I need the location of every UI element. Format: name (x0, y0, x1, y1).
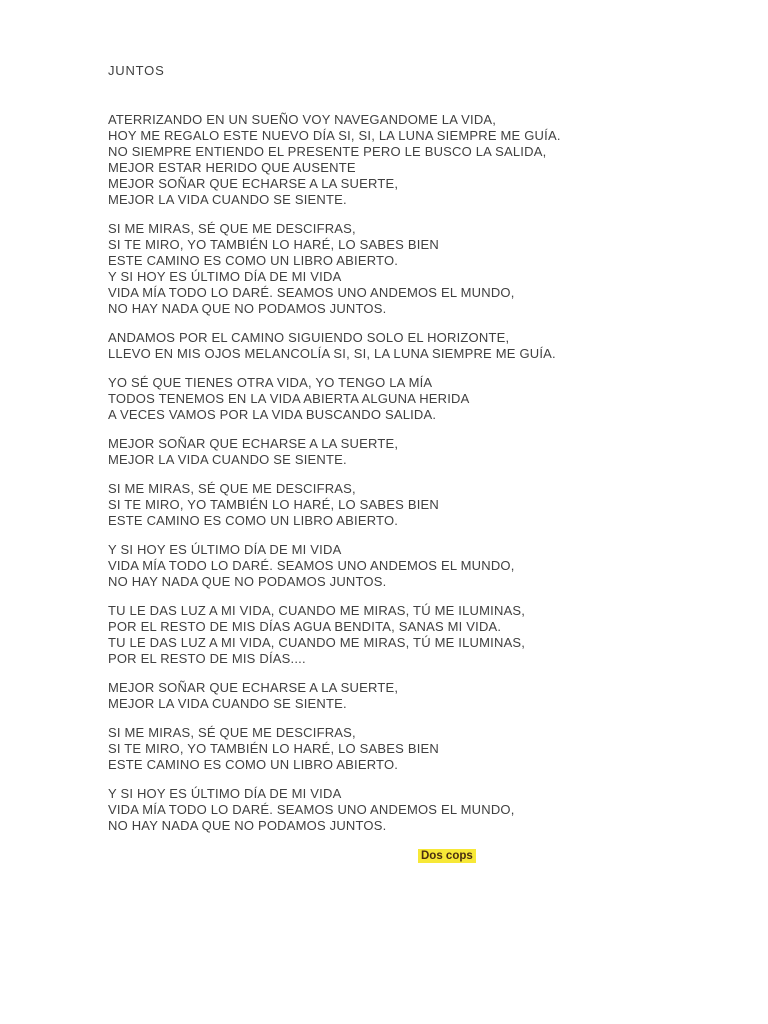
lyric-line: MEJOR LA VIDA CUANDO SE SIENTE. (108, 452, 347, 467)
lyric-line: MEJOR SOÑAR QUE ECHARSE A LA SUERTE, (108, 680, 399, 695)
lyric-line: SI TE MIRO, YO TAMBIÉN LO HARÉ, LO SABES BIEN (108, 497, 439, 512)
lyric-line: ESTE CAMINO ES COMO UN LIBRO ABIERTO. (108, 757, 399, 772)
lyric-line: SI ME MIRAS, SÉ QUE ME DESCIFRAS, (108, 481, 356, 496)
lyric-line: Y SI HOY ES ÚLTIMO DÍA DE MI VIDA (108, 542, 342, 557)
lyric-line: VIDA MÍA TODO LO DARÉ. SEAMOS UNO ANDEMOS EL MUNDO, (108, 285, 515, 300)
stanza (108, 330, 708, 362)
annotation-row (418, 847, 708, 863)
lyric-line: MEJOR LA VIDA CUANDO SE SIENTE. (108, 192, 347, 207)
lyric-line: MEJOR LA VIDA CUANDO SE SIENTE. (108, 696, 347, 711)
lyric-line: POR EL RESTO DE MIS DÍAS AGUA BENDITA, SANAS MI VIDA. (108, 619, 502, 634)
stanza (108, 542, 708, 590)
lyric-line: SI TE MIRO, YO TAMBIÉN LO HARÉ, LO SABES BIEN (108, 741, 439, 756)
document-title: JUNTOS (108, 63, 165, 78)
lyric-line: VIDA MÍA TODO LO DARÉ. SEAMOS UNO ANDEMOS EL MUNDO, (108, 558, 515, 573)
lyric-line: TODOS TENEMOS EN LA VIDA ABIERTA ALGUNA HERIDA (108, 391, 470, 406)
lyric-line: TU LE DAS LUZ A MI VIDA, CUANDO ME MIRAS, TÚ ME ILUMINAS, (108, 635, 526, 650)
lyric-line: SI ME MIRAS, SÉ QUE ME DESCIFRAS, (108, 221, 356, 236)
lyric-line: SI ME MIRAS, SÉ QUE ME DESCIFRAS, (108, 725, 356, 740)
stanza (108, 112, 708, 208)
highlighted-annotation: Dos cops (418, 849, 476, 863)
lyric-line: ESTE CAMINO ES COMO UN LIBRO ABIERTO. (108, 253, 399, 268)
stanza (108, 680, 708, 712)
lyric-line: NO HAY NADA QUE NO PODAMOS JUNTOS. (108, 574, 387, 589)
stanza (108, 603, 708, 667)
lyric-line: TU LE DAS LUZ A MI VIDA, CUANDO ME MIRAS, TÚ ME ILUMINAS, (108, 603, 526, 618)
lyric-line: POR EL RESTO DE MIS DÍAS.... (108, 651, 306, 666)
lyric-line: ESTE CAMINO ES COMO UN LIBRO ABIERTO. (108, 513, 399, 528)
lyric-line: Y SI HOY ES ÚLTIMO DÍA DE MI VIDA (108, 269, 342, 284)
stanza (108, 436, 708, 468)
lyric-line: HOY ME REGALO ESTE NUEVO DÍA SI, SI, LA LUNA SIEMPRE ME GUÍA. (108, 128, 561, 143)
lyrics-content (108, 63, 708, 863)
lyric-line: VIDA MÍA TODO LO DARÉ. SEAMOS UNO ANDEMOS EL MUNDO, (108, 802, 515, 817)
lyric-line: ANDAMOS POR EL CAMINO SIGUIENDO SOLO EL HORIZONTE, (108, 330, 510, 345)
lyric-line: MEJOR SOÑAR QUE ECHARSE A LA SUERTE, (108, 176, 399, 191)
stanza (108, 221, 708, 317)
stanza (108, 481, 708, 529)
lyric-line: YO SÉ QUE TIENES OTRA VIDA, YO TENGO LA MÍA (108, 375, 433, 390)
lyric-line: MEJOR ESTAR HERIDO QUE AUSENTE (108, 160, 356, 175)
lyric-line: MEJOR SOÑAR QUE ECHARSE A LA SUERTE, (108, 436, 399, 451)
lyric-line: ATERRIZANDO EN UN SUEÑO VOY NAVEGANDOME LA VIDA, (108, 112, 497, 127)
stanza (108, 375, 708, 423)
stanza (108, 786, 708, 834)
lyric-line: NO HAY NADA QUE NO PODAMOS JUNTOS. (108, 818, 387, 833)
stanza (108, 725, 708, 773)
lyric-line: SI TE MIRO, YO TAMBIÉN LO HARÉ, LO SABES BIEN (108, 237, 439, 252)
lyric-line: NO SIEMPRE ENTIENDO EL PRESENTE PERO LE BUSCO LA SALIDA, (108, 144, 547, 159)
lyric-line: LLEVO EN MIS OJOS MELANCOLÍA SI, SI, LA LUNA SIEMPRE ME GUÍA. (108, 346, 556, 361)
lyric-line: Y SI HOY ES ÚLTIMO DÍA DE MI VIDA (108, 786, 342, 801)
lyric-line: NO HAY NADA QUE NO PODAMOS JUNTOS. (108, 301, 387, 316)
lyric-line: A VECES VAMOS POR LA VIDA BUSCANDO SALIDA. (108, 407, 437, 422)
